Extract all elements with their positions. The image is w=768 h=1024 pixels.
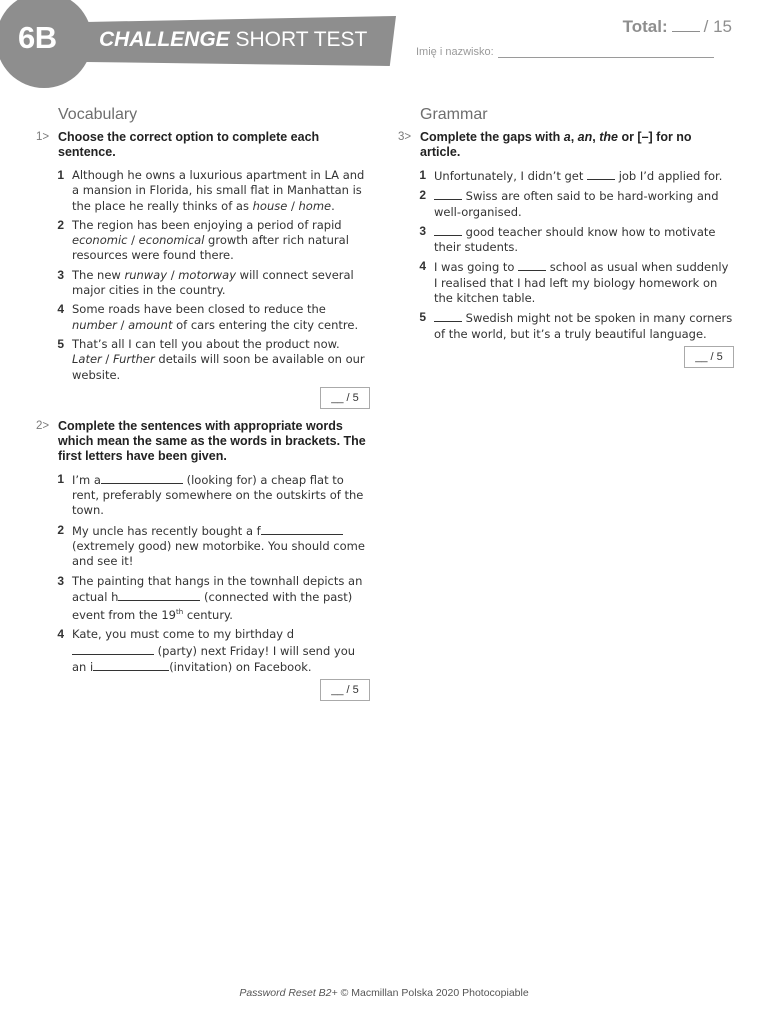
item-text: I’m a (looking for) a cheap flat to rent, preferably somewhere on the outskirts of the town. [72, 472, 364, 518]
exercise-item [36, 302, 370, 333]
item-text: Swiss are often said to be hard-working and well-organised. [434, 189, 719, 219]
total-score: Total: / 15 [622, 17, 732, 36]
item-number: 1 [419, 168, 426, 182]
item-number: 4 [419, 259, 426, 274]
exercise-item [36, 268, 370, 299]
exercise-item [36, 472, 370, 519]
score-box: __ / 5 [320, 387, 370, 409]
item-text: Kate, you must come to my birthday d (party) next Friday! I will send you an i (invitation) on Facebook. [72, 627, 356, 674]
exercise-item [398, 259, 734, 306]
item-number: 2 [57, 522, 64, 537]
item-number: 3 [419, 223, 426, 238]
item-text: Swedish might not be spoken in many corners of the world, but it’s a truly beautiful language. [434, 311, 733, 341]
exercise-1 [36, 130, 370, 409]
item-text: The region has been enjoying a period of rapid economic / economical growth after rich natural resources were found there. [72, 217, 349, 263]
exercise-2 [36, 419, 370, 701]
exercise-item [36, 627, 370, 675]
item-number: 2 [419, 188, 426, 203]
item-number: 3 [57, 573, 64, 588]
item-text: Unfortunately, I didn’t get job I’d applied for. [434, 169, 723, 183]
item-number: 5 [57, 336, 64, 351]
exercise-item [398, 310, 734, 342]
item-number: 4 [57, 302, 64, 317]
exercise-3 [398, 130, 734, 368]
exercise-number: 1> [36, 131, 50, 143]
grammar-heading: Grammar [420, 106, 488, 123]
exercise-3-items [398, 168, 734, 342]
item-text: The painting that hangs in the townhall depicts an actual h (connected with the past) event from the 19th century. [72, 573, 363, 623]
unit-number: 6B [18, 20, 57, 55]
item-number: 1 [57, 471, 64, 486]
item-number: 2 [57, 217, 64, 232]
test-title: CHALLENGE SHORT TEST [99, 28, 368, 51]
exercise-item [398, 188, 734, 220]
exercise-number: 2> [36, 419, 50, 432]
score-box: __ / 5 [320, 679, 370, 701]
item-text: Although he owns a luxurious apartment in LA and a mansion in Florida, his small flat in Manhattan is the place he really thinks of as house / home. [72, 168, 365, 213]
item-text: The new runway / motorway will connect several major cities in the country. [72, 267, 354, 298]
exercise-instruction: Complete the gaps with a, an, the or [–] for no article. [420, 130, 692, 159]
item-number: 3 [57, 267, 64, 282]
exercise-instruction: Choose the correct option to complete each sentence. [58, 130, 320, 159]
grammar-column [398, 106, 734, 368]
exercise-item [36, 574, 370, 624]
item-number: 4 [57, 627, 64, 642]
exercise-item [398, 224, 734, 256]
exercise-number: 3> [398, 131, 412, 143]
exercise-item [36, 523, 370, 570]
exercise-2-items [36, 472, 370, 675]
exercise-item [36, 168, 370, 214]
item-number: 1 [57, 168, 64, 182]
score-box: __ / 5 [684, 346, 734, 368]
item-text: I was going to school as usual when suddenly I realised that I had left my biology homework on the kitchen table. [434, 260, 729, 306]
item-text: good teacher should know how to motivate their students. [434, 224, 716, 255]
exercise-item [398, 168, 734, 184]
exercise-item [36, 337, 370, 383]
item-number: 5 [419, 310, 426, 325]
footer: Password Reset B2+ © Macmillan Polska 2020 Photocopiable [239, 987, 529, 999]
vocabulary-heading: Vocabulary [58, 106, 138, 123]
exercise-1-items [36, 168, 370, 383]
exercise-instruction: Complete the sentences with appropriate words which mean the same as the words in brackets. The first letters have been given. [58, 418, 366, 463]
exercise-item [36, 218, 370, 264]
vocabulary-column [36, 106, 370, 701]
item-text: That’s all I can tell you about the product now. Later / Further details will soon be available on our website. [72, 336, 365, 382]
item-text: My uncle has recently bought a f (extremely good) new motorbike. You should come and see it! [72, 523, 365, 569]
item-text: Some roads have been closed to reduce the number / amount of cars entering the city centre. [72, 302, 359, 332]
name-field[interactable]: Imię i nazwisko: [416, 45, 714, 58]
